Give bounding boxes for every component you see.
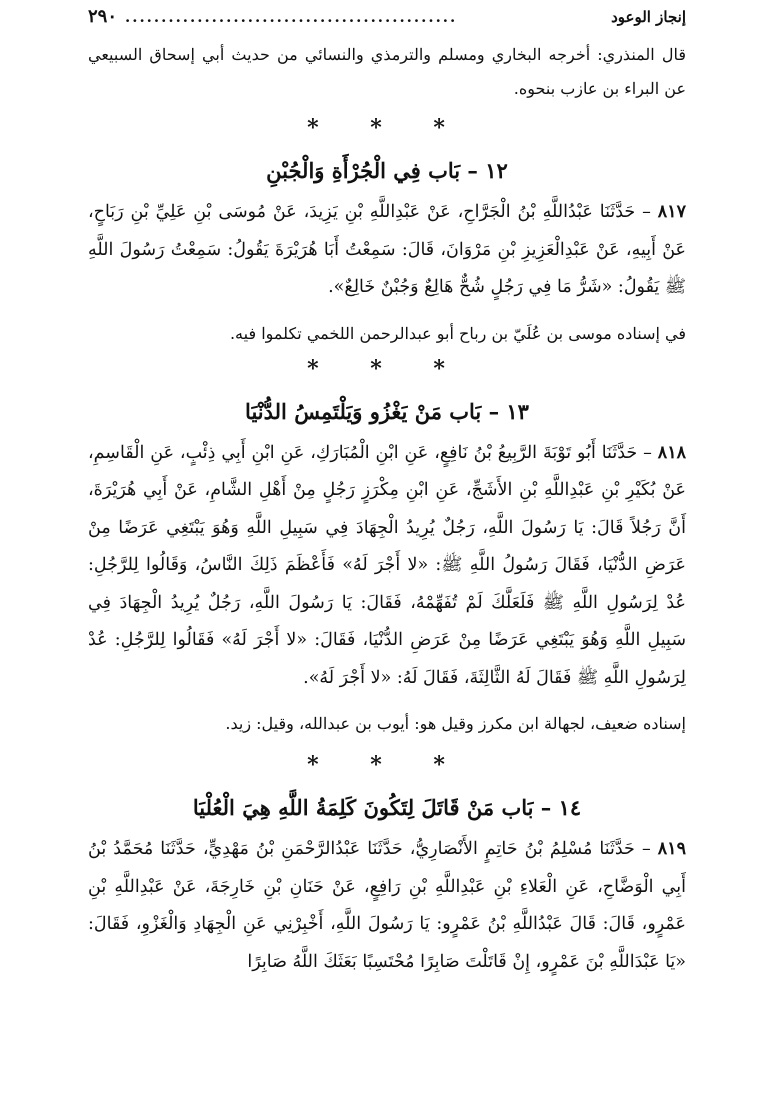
header-dots: .............................................. [125,8,458,26]
chapter-heading: ١٤ – بَاب مَنْ قَاتَلَ لِتَكُونَ كَلِمَةُ اللَّهِ هِيَ الْعُلْيَا [192,795,582,820]
separator: * * * [307,115,467,141]
page-number: ٢٩٠ [88,6,118,27]
hadith-note: في إسناده موسى بن عُلَيّ بن رباح أبو عبدالرحمن اللخمي تكلموا فيه. [229,323,686,343]
hadith-number: ٨١٩ [657,839,686,859]
chapter-heading: ١٢ – بَاب فِي الْجُرْأَةِ وَالْجُبْنِ [266,158,508,183]
hadith-text: – حَدَّثَنَا عَبْدُاللَّهِ بْنُ الْجَرَّاحِ، عَنْ عَبْدِاللَّهِ بْنِ يَزِيدَ، عَنْ مُوسَى بْنِ عَلِيِّ بْنِ رَبَاحٍ، عَنْ أَبِيهِ، عَنْ عَبْدِالْعَزِيزِ بْنِ مَرْوَانَ، قَالَ: سَمِعْتُ أَبَا هُرَيْرَةَ يَقُولُ: سَمِعْتُ رَسُولَ اللَّهِ ﷺ يَقُولُ: «شَرُّ مَا فِي رَجُلٍ شُحٌّ هَالِعٌ وَجُبْنٌ خَالِعٌ». [88,202,686,297]
hadith-note: إسناده ضعيف، لجهالة ابن مكرز وقيل هو: أيوب بن عبدالله، وقيل: زيد. [225,714,686,733]
hadith-paragraph [88,194,686,307]
hadith-text: – حَدَّثَنَا مُسْلِمُ بْنُ حَاتِمٍ الأَنْصَارِيُّ، حَدَّثَنَا عَبْدُالرَّحْمَنِ بْنُ مَهْدِيٍّ، حَدَّثَنَا مُحَمَّدُ بْنُ أَبِي الْوَضَّاحِ، عَنِ الْعَلاءِ بْنِ عَبْدِاللَّهِ بْنِ رَافِعٍ، عَنْ حَنَانِ بْنِ خَارِجَةَ، عَنْ عَبْدِاللَّهِ بْنِ عَمْرٍو، قَالَ: قَالَ عَبْدُاللَّهِ بْنُ عَمْرٍو: يَا رَسُولَ اللَّهِ، أَخْبِرْنِي عَنِ الْجِهَادِ وَالْغَزْوِ، فَقَالَ: «يَا عَبْدَاللَّهِ بْنَ عَمْرٍو، إِنْ قَاتَلْتَ صَابِرًا مُحْتَسِبًا بَعَثَكَ اللَّهُ صَابِرًا [88,839,686,972]
hadith-number: ٨١٧ [657,202,686,222]
separator: * * * [307,355,467,382]
book-title: إنجاز الوعود [611,8,686,26]
page-header [88,6,686,32]
separator: * * * [307,752,467,778]
hadith-paragraph [88,831,686,981]
intro-note: قال المنذري: أخرجه البخاري ومسلم والترمذي والنسائي من حديث أبي إسحاق السبيعي عن البراء بن عازب بنحوه. [88,45,686,98]
hadith-text: – حَدَّثَنَا أَبُو تَوْبَةَ الرَّبِيعُ بْنُ نَافِعٍ، عَنِ ابْنِ الْمُبَارَكِ، عَنِ ابْنِ أَبِي ذِئْبٍ، عَنِ الْقَاسِمِ، عَنْ بُكَيْرِ بْنِ عَبْدِاللَّهِ بْنِ الأَشَجِّ، عَنِ ابْنِ مِكْرَزٍ رَجُلٍ مِنْ أَهْلِ الشَّامِ، عَنْ أَبِي هُرَيْرَةَ، أَنَّ رَجُلاً قَالَ: يَا رَسُولَ اللَّهِ، رَجُلٌ يُرِيدُ الْجِهَادَ فِي سَبِيلِ اللَّهِ وَهُوَ يَبْتَغِي عَرَضًا مِنْ عَرَضِ الدُّنْيَا، فَقَالَ رَسُولُ اللَّهِ ﷺ: «لا أَجْرَ لَهُ» فَأَعْظَمَ ذَلِكَ النَّاسُ، وَقَالُوا لِلرَّجُلِ: عُدْ لِرَسُولِ اللَّهِ ﷺ فَلَعَلَّكَ لَمْ تُفَهِّمْهُ، فَقَالَ: يَا رَسُولَ اللَّهِ، رَجُلٌ يُرِيدُ الْجِهَادَ فِي سَبِيلِ اللَّهِ وَهُوَ يَبْتَغِي عَرَضًا مِنْ عَرَضِ الدُّنْيَا، فَقَالَ: «لا أَجْرَ لَهُ» فَقَالُوا لِلرَّجُلِ: عُدْ لِرَسُولِ اللَّهِ ﷺ فَقَالَ لَهُ الثَّالِثَةَ، فَقَالَ لَهُ: «لا أَجْرَ لَهُ». [88,442,686,688]
hadith-number: ٨١٨ [657,442,686,463]
hadith-paragraph [88,435,686,698]
chapter-heading: ١٣ – بَاب مَنْ يَغْزُو وَيَلْتَمِسُ الدُّنْيَا [245,398,529,424]
